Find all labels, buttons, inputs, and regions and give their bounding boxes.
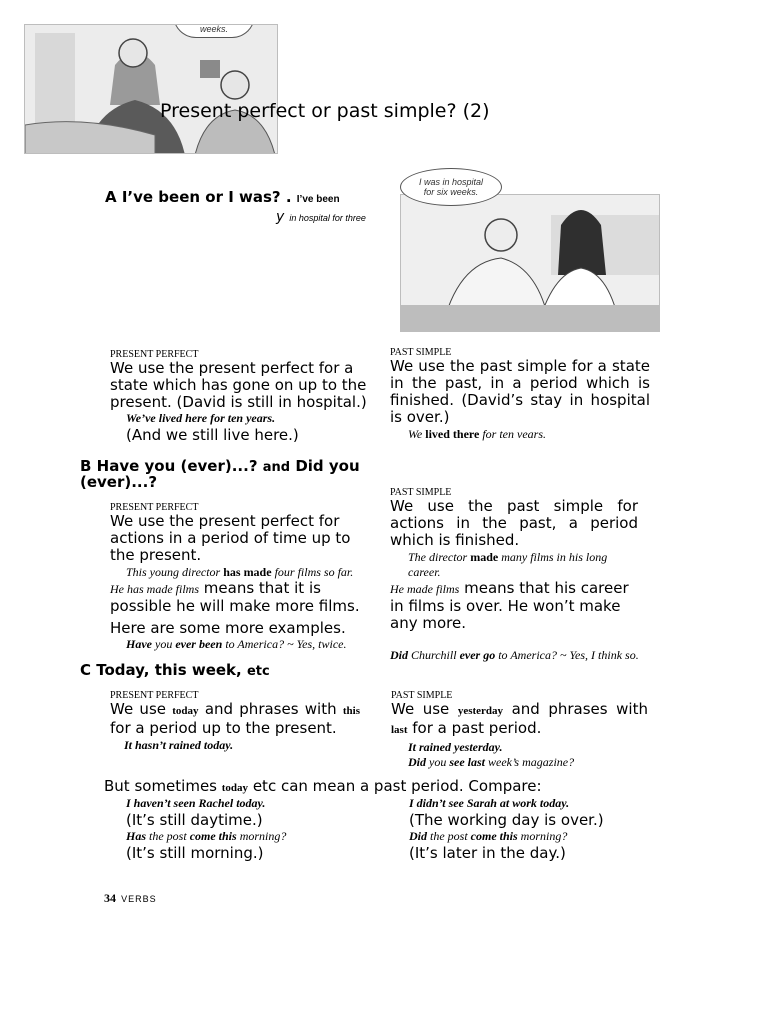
footer-section: VERBS bbox=[121, 894, 157, 904]
rule-text: We use the past simple for a state in the past, in a period which is finished. (David’s stay in hospital is over.) bbox=[390, 357, 650, 426]
rule-text: We use the past simple for actions in the past, a period which is finished. bbox=[390, 497, 638, 549]
snippet-rest: in hospital for three bbox=[289, 213, 366, 223]
rule-text: We use the present perfect for a state which has gone on up to the present. (David is still in hospital.) bbox=[110, 359, 367, 411]
section-a-snippet bbox=[276, 206, 366, 225]
section-c-present-perfect bbox=[110, 690, 360, 753]
ex2-a: Did bbox=[408, 755, 426, 769]
kw-last: last bbox=[391, 724, 408, 736]
ex2-b: means that it is possible he will make more films. bbox=[110, 579, 360, 615]
ex1: I haven’t seen Rachel today. bbox=[126, 796, 266, 810]
ex2-d: morning? bbox=[239, 829, 287, 843]
ex2-d: morning? bbox=[520, 829, 568, 843]
rule-text bbox=[391, 701, 648, 739]
note: (It’s still morning.) bbox=[126, 844, 264, 862]
b2: and phrases with bbox=[204, 700, 337, 718]
h1: C Today, this week, bbox=[80, 661, 242, 679]
speech-bubble-right bbox=[400, 168, 502, 206]
ex1: I didn’t see Sarah at work today. bbox=[409, 796, 570, 810]
section-c-past-simple bbox=[391, 690, 648, 770]
hospital-visit-drawing bbox=[25, 25, 278, 154]
note: (The working day is over.) bbox=[409, 811, 604, 829]
ex3-d: to America? ~ Yes, I think so. bbox=[498, 648, 639, 662]
ex3-b: you bbox=[155, 637, 173, 651]
note: (It’s still daytime.) bbox=[126, 811, 263, 829]
section-c-heading bbox=[80, 661, 270, 679]
example bbox=[390, 648, 638, 663]
example bbox=[126, 829, 376, 844]
rule-text bbox=[110, 701, 360, 737]
ex2-b: the post bbox=[149, 829, 187, 843]
example bbox=[110, 411, 376, 426]
section-a-snippet-bold: I’ve been bbox=[296, 194, 340, 205]
example-text: It hasn’t rained today. bbox=[124, 738, 234, 752]
section-b-present-perfect bbox=[110, 502, 372, 652]
ex3-c: ever go bbox=[459, 648, 496, 662]
ex3-a: Have bbox=[126, 637, 152, 651]
ex2-c: come this bbox=[470, 829, 518, 843]
label-past-simple: PAST SIMPLE bbox=[390, 487, 452, 498]
example bbox=[390, 550, 638, 580]
example bbox=[126, 796, 376, 811]
h3: Did you (ever)...? bbox=[80, 457, 360, 491]
page-title: Present perfect or past simple? (2) bbox=[160, 100, 490, 122]
label-past-simple: PAST SIMPLE bbox=[390, 347, 452, 358]
ex2-c: come this bbox=[189, 829, 237, 843]
bubble-text: weeks. bbox=[199, 24, 228, 34]
bubble-text: I was in hospital for six weeks. bbox=[418, 177, 484, 197]
b3: for a period up to the present. bbox=[110, 719, 337, 737]
example-text: We’ve lived here for ten years. bbox=[126, 411, 276, 425]
hospital-conversation-illustration bbox=[400, 168, 660, 332]
ex-c: for ten vears. bbox=[482, 427, 546, 441]
example bbox=[391, 740, 648, 755]
ex1-a: The director bbox=[408, 550, 468, 564]
rule-text: We use the present perfect for actions in a period of time up to the present. bbox=[110, 512, 351, 564]
ex1-b: has made bbox=[223, 565, 272, 579]
ex2-a: He made films bbox=[390, 582, 460, 596]
section-a-heading-text: A I’ve been or I was? . bbox=[105, 188, 292, 206]
ex-a: We bbox=[408, 427, 423, 441]
section-a-heading bbox=[105, 188, 340, 206]
page-number: 34 bbox=[104, 891, 116, 905]
ex3-b: Churchill bbox=[411, 648, 457, 662]
section-a-past-simple bbox=[390, 347, 650, 442]
illustration-frame bbox=[400, 194, 660, 332]
ex2-b: the post bbox=[430, 829, 468, 843]
hospital-visit-illustration bbox=[24, 24, 278, 154]
ex2-d: week’s magazine? bbox=[488, 755, 575, 769]
ex2-a: He has made films bbox=[110, 582, 199, 596]
h2: and bbox=[262, 460, 291, 475]
explanation bbox=[110, 580, 372, 615]
h1: B Have you (ever)...? bbox=[80, 457, 258, 475]
example bbox=[390, 427, 650, 442]
section-b-heading bbox=[80, 459, 380, 490]
ex3-d: to America? ~ Yes, twice. bbox=[225, 637, 347, 651]
snippet-y: y bbox=[276, 209, 285, 225]
kw-this: this bbox=[342, 705, 361, 717]
kw-today: today bbox=[221, 782, 249, 794]
example bbox=[110, 637, 372, 652]
note: (And we still live here.) bbox=[126, 426, 299, 444]
compare-a: But sometimes bbox=[104, 777, 217, 795]
h2: etc bbox=[246, 664, 270, 679]
compare-right bbox=[409, 796, 659, 862]
section-b-past-simple bbox=[390, 487, 638, 663]
page-footer bbox=[104, 887, 157, 906]
ex-b: lived there bbox=[425, 427, 480, 441]
example bbox=[110, 565, 372, 580]
label-present-perfect: PRESENT PERFECT bbox=[110, 502, 199, 513]
b1: We use bbox=[391, 700, 450, 718]
example-text: It rained yesterday. bbox=[408, 740, 503, 754]
example bbox=[391, 755, 648, 770]
kw-today: today bbox=[172, 705, 199, 717]
b3: for a past period. bbox=[412, 719, 542, 737]
compare-intro bbox=[104, 778, 542, 797]
compare-left bbox=[126, 796, 376, 862]
example bbox=[409, 829, 659, 844]
b2: and phrases with bbox=[511, 700, 648, 718]
example bbox=[409, 796, 659, 811]
ex2-a: Has bbox=[126, 829, 147, 843]
label-past-simple: PAST SIMPLE bbox=[391, 690, 453, 701]
compare-b: etc can mean a past period. Compare: bbox=[252, 777, 542, 795]
ex3-c: ever been bbox=[175, 637, 223, 651]
kw-yesterday: yesterday bbox=[457, 705, 504, 717]
ex2-b: you bbox=[429, 755, 447, 769]
b1: We use bbox=[110, 700, 166, 718]
explanation bbox=[390, 580, 638, 632]
ex2-a: Did bbox=[409, 829, 427, 843]
note: (It’s later in the day.) bbox=[409, 844, 566, 862]
ex1-a: This young director bbox=[126, 565, 221, 579]
section-a-present-perfect bbox=[110, 349, 376, 444]
ex2-b: means that his career in films is over. He won’t make any more. bbox=[390, 579, 629, 632]
ex3-a: Did bbox=[390, 648, 408, 662]
more-examples: Here are some more examples. bbox=[110, 619, 346, 637]
ex2-c: see last bbox=[449, 755, 485, 769]
conversation-drawing bbox=[401, 195, 660, 332]
example bbox=[110, 738, 360, 753]
ex1-c: many films in his long career. bbox=[408, 550, 608, 579]
label-present-perfect: PRESENT PERFECT bbox=[110, 349, 199, 360]
ex1-b: made bbox=[470, 550, 499, 564]
label-present-perfect: PRESENT PERFECT bbox=[110, 690, 199, 701]
ex1-c: four films so far. bbox=[274, 565, 354, 579]
